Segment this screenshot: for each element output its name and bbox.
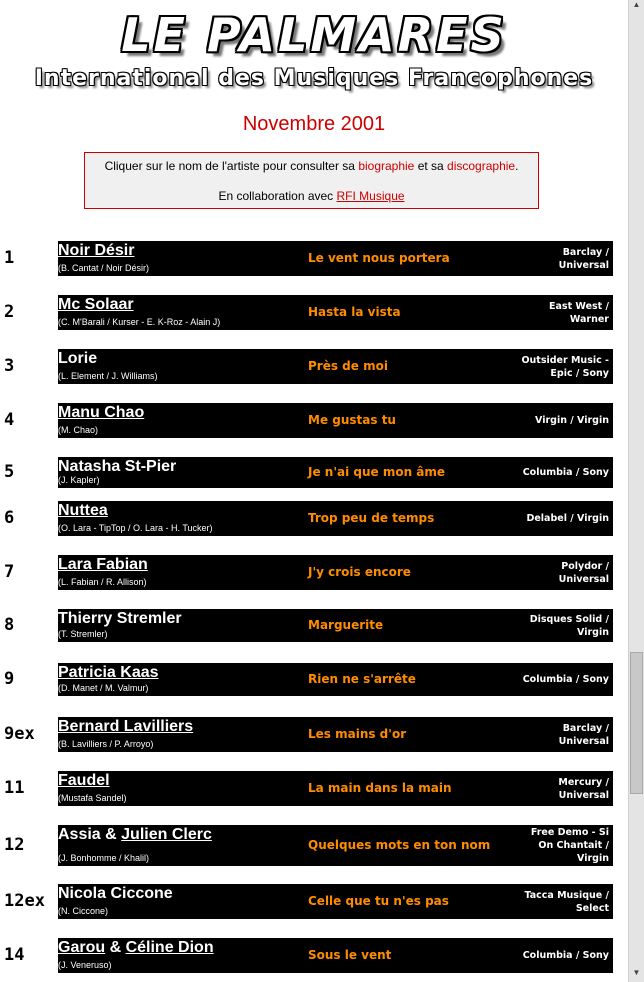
chart-entry-bar	[58, 555, 613, 590]
artist-name	[58, 556, 148, 574]
record-label	[499, 560, 609, 586]
songwriters: (C. M'Barali / Kurser - E. K-Roz - Alain J)	[58, 317, 221, 327]
artist-name	[58, 772, 110, 790]
info-text-end: .	[515, 159, 519, 173]
chart-row	[0, 349, 628, 384]
chart-entry-bar	[58, 771, 613, 806]
record-label-line: Disques Solid /	[529, 613, 609, 625]
song-title: Celle que tu n'es pas	[308, 893, 449, 908]
rfi-musique-link[interactable]: RFI Musique	[336, 189, 405, 203]
record-label	[499, 354, 609, 380]
collab-text: En collaboration avec	[218, 189, 337, 203]
chart-rank: 12	[4, 834, 25, 855]
chart-row	[0, 663, 628, 696]
artist-link[interactable]: Mc Solaar	[58, 296, 134, 313]
record-label-line: Outsider Music -	[521, 354, 609, 366]
chart-rank: 9ex	[4, 723, 35, 744]
record-label-line: Columbia / Sony	[522, 467, 609, 478]
songwriters: (J. Veneruso)	[58, 960, 112, 970]
artist-name	[58, 718, 193, 736]
chart-rank: 3	[4, 355, 15, 376]
artist-name	[58, 404, 144, 422]
song-title: J'y crois encore	[308, 564, 411, 579]
artist-link[interactable]: Lara Fabian	[58, 556, 148, 573]
record-label-line: Virgin	[577, 853, 609, 864]
record-label	[499, 722, 609, 748]
record-label	[499, 414, 609, 427]
artist-name	[58, 885, 173, 903]
chart-rank: 11	[4, 777, 25, 798]
chart-entry-bar	[58, 717, 613, 752]
record-label-line: Universal	[558, 735, 609, 747]
chart-rank: 4	[4, 409, 15, 430]
songwriters: (J. Kapler)	[58, 475, 100, 485]
artist-link[interactable]: Patricia Kaas	[58, 664, 159, 681]
artist-name	[58, 458, 176, 476]
chart-entry-bar	[58, 403, 613, 438]
artist-link[interactable]: Céline Dion	[125, 939, 214, 956]
record-label-line: Virgin / Virgin	[535, 415, 609, 426]
songwriters: (M. Chao)	[58, 425, 99, 435]
artist-text: Natasha St-Pier	[58, 458, 177, 475]
chart-rank: 14	[4, 944, 25, 965]
chart-row	[0, 884, 628, 919]
chart-row	[0, 771, 628, 806]
songwriters: (L. Element / J. Williams)	[58, 371, 158, 381]
songwriters: (D. Manet / M. Valmur)	[58, 683, 149, 693]
record-label	[499, 776, 609, 802]
song-title: Sous le vent	[308, 947, 392, 962]
chart-entry-bar	[58, 663, 613, 696]
artist-text: Nicola Ciccone	[58, 885, 173, 902]
song-title: Marguerite	[308, 617, 384, 632]
discographie-term: discographie	[447, 159, 516, 173]
songwriters: (L. Fabian / R. Allison)	[58, 577, 147, 587]
chart-row	[0, 938, 628, 973]
songwriters: (T. Stremler)	[58, 629, 108, 639]
chart-row	[0, 555, 628, 590]
record-label-line: Columbia / Sony	[522, 950, 609, 961]
record-label-line: Universal	[558, 259, 609, 271]
arrow-down-icon[interactable]: ▼	[632, 968, 641, 977]
record-label-line: Free Demo - Si	[530, 827, 609, 838]
artist-name	[58, 610, 182, 628]
song-title: Hasta la vista	[308, 304, 401, 319]
chart-entry-bar	[58, 884, 613, 919]
scrollbar-thumb[interactable]	[630, 652, 643, 794]
record-label-line: Barclay /	[562, 246, 609, 258]
chart-rank: 1	[4, 247, 15, 268]
record-label	[499, 673, 609, 686]
artist-name	[58, 350, 97, 368]
artist-name	[58, 939, 214, 957]
artist-name	[58, 664, 159, 682]
chart-entry-bar	[58, 349, 613, 384]
chart-row	[0, 403, 628, 438]
chart-rank: 9	[4, 668, 15, 689]
record-label-line: Warner	[569, 313, 609, 325]
record-label	[499, 466, 609, 479]
chart-rank: 2	[4, 301, 15, 322]
artist-text: Thierry Stremler	[58, 610, 182, 627]
record-label	[499, 300, 609, 326]
chart-row	[0, 825, 628, 866]
artist-name	[58, 826, 212, 844]
chart-entry-bar	[58, 457, 613, 488]
chart-row	[0, 295, 628, 330]
artist-link[interactable]: Noir Désir	[58, 242, 135, 259]
biographie-term: biographie	[358, 159, 415, 173]
artist-link[interactable]: Bernard Lavilliers	[58, 718, 194, 735]
chart-row	[0, 457, 628, 488]
chart-rank: 6	[4, 507, 15, 528]
chart-entry-bar	[58, 609, 613, 642]
artist-name	[58, 502, 108, 520]
record-label-line: Mercury /	[558, 776, 609, 788]
chart-rank: 5	[4, 461, 15, 482]
record-label-line: Virgin	[577, 626, 609, 638]
chart-row	[0, 609, 628, 642]
arrow-up-icon[interactable]: ▲	[632, 0, 641, 9]
record-label-line: Tacca Musique /	[524, 889, 609, 901]
artist-link[interactable]: Nuttea	[58, 502, 108, 519]
song-title: Quelques mots en ton nom	[308, 837, 491, 852]
chart-row	[0, 241, 628, 276]
record-label	[499, 889, 609, 915]
page-title: LE PALMARES	[121, 8, 507, 62]
artist-link[interactable]: Faudel	[58, 772, 110, 789]
record-label-line: On Chantait /	[538, 840, 609, 851]
chart-month: Novembre 2001	[242, 113, 386, 135]
record-label-line: Columbia / Sony	[522, 674, 609, 685]
artist-text: &	[105, 939, 126, 956]
record-label	[499, 512, 609, 525]
song-title: La main dans la main	[308, 780, 452, 795]
song-title: Trop peu de temps	[308, 510, 435, 525]
record-label-line: Select	[575, 902, 609, 914]
info-line	[85, 159, 538, 173]
song-title: Rien ne s'arrête	[308, 671, 416, 686]
songwriters: (Mustafa Sandel)	[58, 793, 127, 803]
artist-name	[58, 242, 134, 260]
chart-entry-bar	[58, 241, 613, 276]
song-title: Le vent nous portera	[308, 250, 450, 265]
chart-entry-bar	[58, 295, 613, 330]
page-subtitle: International des Musiques Francophones	[34, 66, 594, 91]
chart-entry-bar	[58, 825, 613, 866]
record-label-line: Universal	[558, 573, 609, 585]
chart-row	[0, 717, 628, 752]
chart-rank: 7	[4, 561, 15, 582]
record-label	[499, 826, 609, 865]
record-label	[499, 246, 609, 272]
artist-text: Lorie	[58, 350, 98, 367]
artist-link[interactable]: Julien Clerc	[121, 826, 212, 843]
collaboration-line	[85, 189, 538, 203]
songwriters: (B. Lavilliers / P. Arroyo)	[58, 739, 154, 749]
info-box	[84, 152, 539, 209]
chart-rank: 12ex	[4, 890, 45, 911]
record-label-line: Polydor /	[561, 560, 609, 572]
record-label-line: Barclay /	[562, 722, 609, 734]
artist-text: Assia	[58, 826, 101, 843]
info-text: Cliquer sur le nom de l'artiste pour consulter sa	[104, 159, 359, 173]
songwriters: (B. Cantat / Noir Désir)	[58, 263, 150, 273]
record-label-line: Universal	[558, 789, 609, 801]
record-label	[499, 613, 609, 639]
record-label-line: Epic / Sony	[550, 367, 609, 379]
song-title: Me gustas tu	[308, 412, 396, 427]
artist-text: &	[100, 826, 122, 843]
vertical-scrollbar[interactable]	[628, 0, 644, 982]
info-text-and: et sa	[414, 159, 448, 173]
record-label-line: East West /	[549, 300, 609, 312]
chart-entry-bar	[58, 938, 613, 973]
songwriters: (N. Ciccone)	[58, 906, 109, 916]
artist-name	[58, 296, 134, 314]
songwriters: (J. Bonhomme / Khalil)	[58, 853, 150, 863]
artist-link[interactable]: Garou	[58, 939, 106, 956]
chart-row	[0, 501, 628, 536]
song-title: Près de moi	[308, 358, 388, 373]
chart-entry-bar	[58, 501, 613, 536]
record-label	[499, 949, 609, 962]
artist-link[interactable]: Manu Chao	[58, 404, 145, 421]
songwriters: (O. Lara - TipTop / O. Lara - H. Tucker)	[58, 523, 213, 533]
record-label-line: Delabel / Virgin	[526, 513, 609, 524]
song-title: Les mains d'or	[308, 726, 407, 741]
chart-rank: 8	[4, 614, 15, 635]
song-title: Je n'ai que mon âme	[308, 464, 446, 479]
